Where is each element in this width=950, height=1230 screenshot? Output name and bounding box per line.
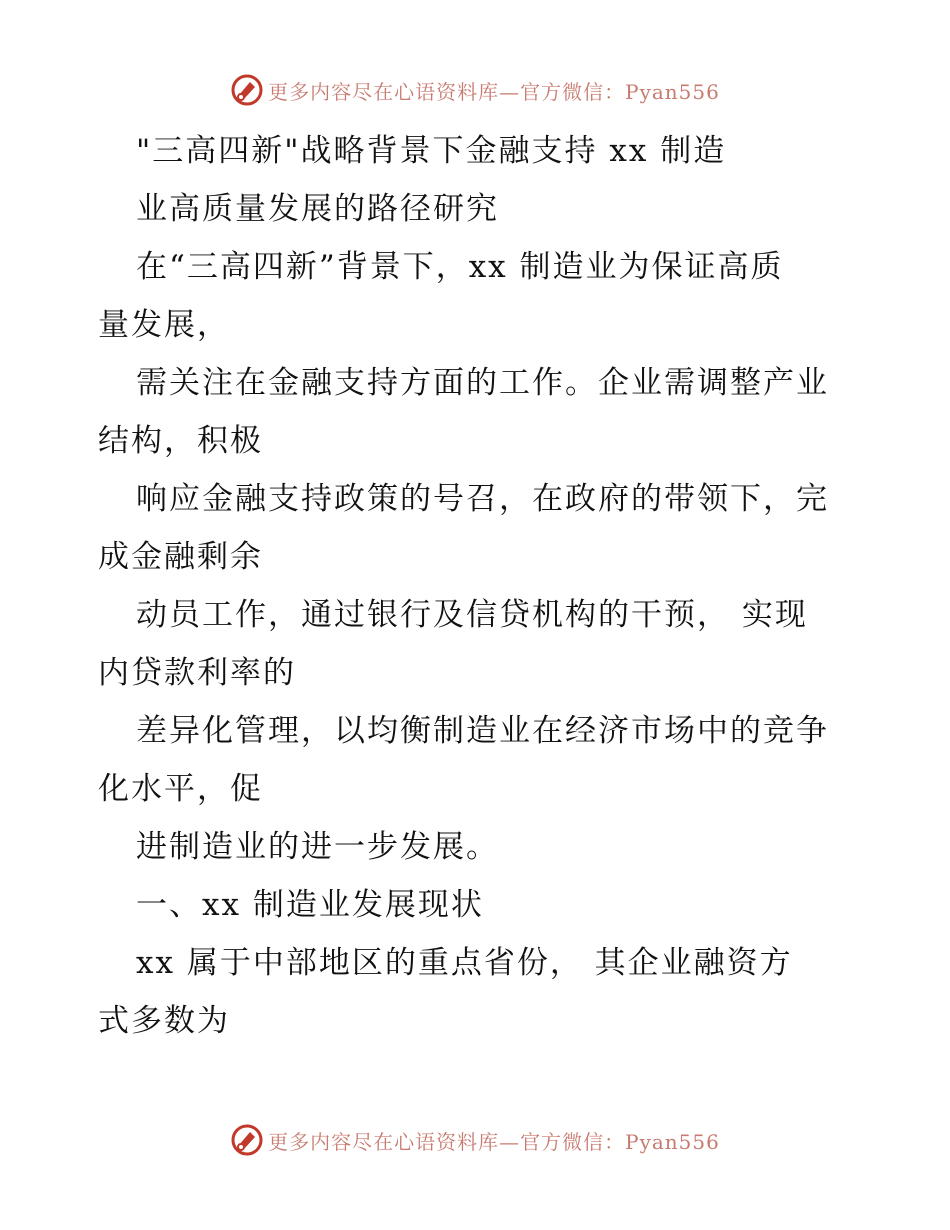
doc-line: 化水平，促 (98, 771, 263, 807)
doc-line: 差异化管理，以均衡制造业在经济市场中的竞争 (136, 713, 829, 749)
header-watermark (0, 70, 950, 110)
watermark-text: 更多内容尽在心语资料库—官方微信：Pyan556 (268, 79, 720, 104)
watermark-text: 更多内容尽在心语资料库—官方微信：Pyan556 (268, 1129, 720, 1154)
doc-line: 业高质量发展的路径研究 (136, 191, 499, 227)
footer-watermark (0, 1120, 950, 1160)
document-body (98, 122, 858, 1050)
seal-logo-icon (230, 73, 264, 107)
doc-line: 内贷款利率的 (98, 655, 296, 691)
doc-line: 动员工作，通过银行及信贷机构的干预， 实现 (136, 597, 808, 633)
doc-line: 进制造业的进一步发展。 (136, 829, 499, 865)
doc-line: 式多数为 (98, 1003, 230, 1039)
doc-line: "三高四新"战略背景下金融支持 xx 制造 (136, 133, 727, 169)
doc-line: xx 属于中部地区的重点省份， 其企业融资方 (136, 945, 793, 981)
seal-logo-icon (230, 1123, 264, 1157)
doc-line: 成金融剩余 (98, 539, 263, 575)
doc-line: 需关注在金融支持方面的工作。企业需调整产业 (136, 365, 829, 401)
doc-line: 量发展， (98, 307, 230, 343)
doc-line: 在“三高四新”背景下，xx 制造业为保证高质 (136, 249, 784, 285)
section-heading: 一、xx 制造业发展现状 (136, 887, 484, 923)
doc-line: 响应金融支持政策的号召，在政府的带领下，完 (136, 481, 829, 517)
doc-line: 结构，积极 (98, 423, 263, 459)
